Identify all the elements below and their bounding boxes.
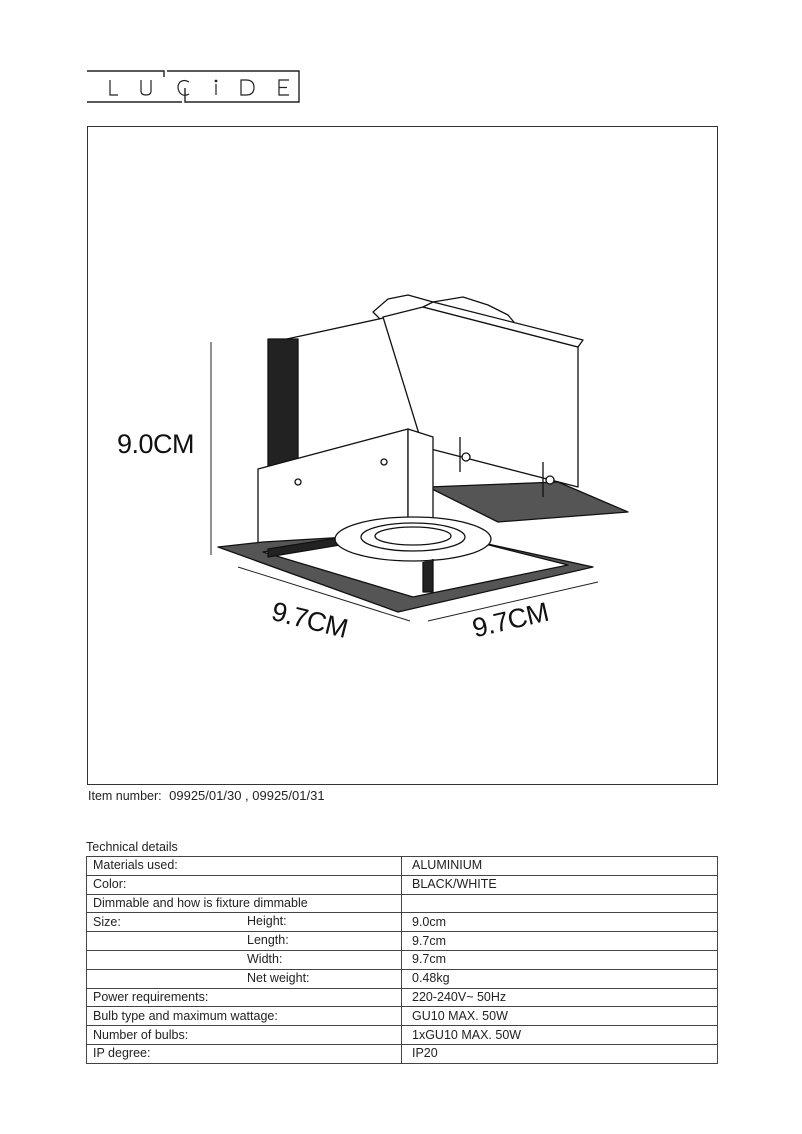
spec-value: ALUMINIUM [402, 857, 718, 876]
spec-label: Bulb type and maximum wattage: [93, 1008, 278, 1023]
item-number-label: Item number: [88, 789, 162, 803]
spec-label: Number of bulbs: [93, 1027, 189, 1042]
item-number [88, 788, 325, 803]
spec-label: Color: [93, 877, 127, 892]
table-row [87, 894, 718, 913]
lucide-logo [86, 68, 300, 104]
height-dimension-label: 9.0CM [117, 429, 195, 459]
table-row [87, 988, 718, 1007]
spec-label: Materials used: [93, 858, 178, 873]
spec-label-cell [87, 1007, 402, 1026]
spec-sublabel: Length: [247, 933, 289, 948]
table-row [87, 969, 718, 988]
spec-label: Power requirements: [93, 989, 209, 1004]
spec-sublabel: Height: [247, 914, 287, 929]
technical-details-title: Technical details [86, 840, 178, 854]
spec-label: Dimmable and how is fixture dimmable [93, 895, 308, 910]
spec-label-cell [87, 857, 402, 876]
spec-value: 9.7cm [402, 932, 718, 951]
spec-value: 1xGU10 MAX. 50W [402, 1026, 718, 1045]
table-row [87, 875, 718, 894]
spec-label-cell [87, 894, 402, 913]
spec-label-cell [87, 1026, 402, 1045]
spec-value: 9.7cm [402, 950, 718, 969]
width-dimension-label: 9.7CM [469, 596, 552, 644]
spec-label-cell [87, 932, 402, 951]
table-row [87, 1026, 718, 1045]
spec-value: GU10 MAX. 50W [402, 1007, 718, 1026]
length-dimension-label: 9.7CM [268, 596, 351, 644]
table-row [87, 932, 718, 951]
table-row [87, 857, 718, 876]
spec-label-cell [87, 969, 402, 988]
technical-details-table [86, 856, 718, 1064]
item-number-value: 09925/01/30 , 09925/01/31 [169, 788, 325, 803]
spec-value: 0.48kg [402, 969, 718, 988]
table-row [87, 1044, 718, 1063]
spec-label-cell [87, 875, 402, 894]
spec-label-cell [87, 988, 402, 1007]
spec-label: IP degree: [93, 1046, 151, 1061]
spec-label-cell [87, 1044, 402, 1063]
table-row [87, 950, 718, 969]
table-row [87, 1007, 718, 1026]
spec-value: 220-240V~ 50Hz [402, 988, 718, 1007]
spec-label: Size: [93, 914, 121, 929]
spec-value: 9.0cm [402, 913, 718, 932]
spec-label-cell [87, 950, 402, 969]
table-row [87, 913, 718, 932]
spec-value: IP20 [402, 1044, 718, 1063]
spec-sublabel: Width: [247, 951, 283, 966]
spec-value: BLACK/WHITE [402, 875, 718, 894]
product-drawing-frame [87, 126, 718, 785]
spec-label-cell [87, 913, 402, 932]
spec-value [402, 894, 718, 913]
spec-sublabel: Net weight: [247, 970, 310, 985]
